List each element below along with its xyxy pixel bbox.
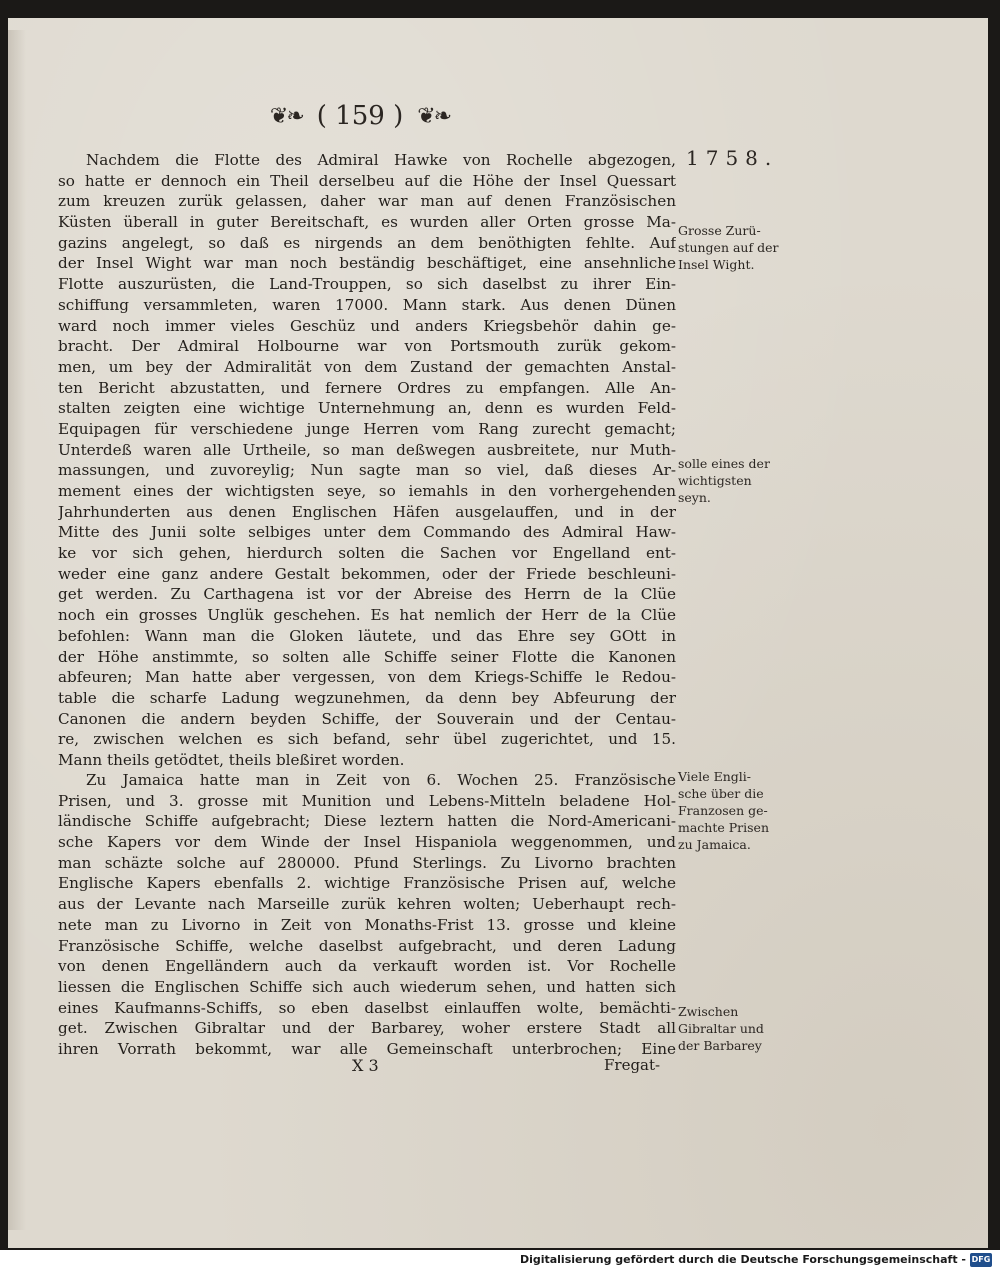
text-line: der Insel Wight war man noch beständig beschäftiget, eine ansehnliche	[58, 254, 676, 273]
margin-note-2	[678, 455, 788, 506]
text-line: mement eines der wichtigsten seye, so iemahls in den vorhergehenden	[58, 482, 676, 500]
text-line: Zu Jamaica hatte man in Zeit von 6. Wochen 25. Französische	[86, 771, 676, 789]
margin-note-line: machte Prisen	[678, 820, 769, 835]
page-number: ( 159 )	[316, 101, 404, 131]
margin-note-1	[678, 222, 788, 273]
margin-note-line: wichtigsten	[678, 473, 752, 488]
margin-note-line: Viele Engli-	[678, 769, 751, 784]
margin-note-line: der Barbarey	[678, 1038, 762, 1053]
text-line: abfeuren; Man hatte aber vergessen, von dem Kriegs-Schiffe le Redou-	[58, 668, 676, 687]
text-line: zum kreuzen zurük gelassen, daher war man auf denen Französischen	[58, 192, 676, 211]
margin-note-line: sche über die	[678, 786, 764, 801]
text-line: Equipagen für verschiedene junge Herren vom Rang zurecht gemacht;	[58, 419, 676, 438]
margin-note-line: solle eines der	[678, 456, 770, 471]
text-line: nete man zu Livorno in Zeit von Monaths-Frist 13. grosse und kleine	[58, 915, 676, 934]
dfg-logo-icon: DFG	[970, 1253, 992, 1267]
margin-note-3	[678, 768, 788, 853]
margin-note-line: zu Jamaica.	[678, 837, 751, 852]
margin-note-line: stungen auf der	[678, 240, 779, 255]
text-line: re, zwischen welchen es sich befand, sehr übel zugerichtet, und 15.	[58, 730, 676, 749]
text-line: Mitte des Junii solte selbiges unter dem Commando des Admiral Haw-	[58, 523, 676, 542]
margin-note-line: Grosse Zurü-	[678, 223, 761, 238]
text-line: Jahrhunderten aus denen Englischen Häfen ausgelauffen, und in der	[58, 502, 676, 521]
text-line: ward noch immer vieles Geschüz und anders Kriegsbehör dahin ge-	[58, 316, 676, 335]
text-line: massungen, und zuvoreylig; Nun sagte man so viel, daß dieses Ar-	[58, 461, 676, 480]
text-line: men, um bey der Admiralität von dem Zustand der gemachten Anstal-	[58, 357, 676, 376]
text-line: Nachdem die Flotte des Admiral Hawke von Rochelle abgezogen,	[86, 151, 676, 169]
text-line: ihren Vorrath bekommt, war alle Gemeinschaft unterbrochen; Eine	[58, 1039, 676, 1058]
text-line: Prisen, und 3. grosse mit Munition und Lebens-Mitteln beladene Hol-	[58, 791, 676, 810]
text-line: sche Kapers vor dem Winde der Insel Hispaniola weggenommen, und	[58, 833, 676, 852]
text-line: stalten zeigten eine wichtige Unternehmung an, denn es wurden Feld-	[58, 399, 676, 418]
text-line: der Höhe anstimmte, so solten alle Schiffe seiner Flotte die Kanonen	[58, 647, 676, 666]
margin-year: 1758.	[686, 146, 779, 170]
signature-mark: X 3	[352, 1056, 379, 1075]
paragraph-1	[58, 150, 676, 771]
margin-note-line: seyn.	[678, 490, 711, 505]
text-line: ländische Schiffe aufgebracht; Diese leztern hatten die Nord-Americani-	[58, 812, 676, 831]
text-line: Küsten überall in guter Bereitschaft, es wurden aller Orten grosse Ma-	[58, 213, 676, 232]
ornament-left-icon: ❦❧	[269, 103, 303, 129]
text-line: gazins angelegt, so daß es nirgends an dem benöthigten fehlte. Auf	[58, 233, 676, 252]
margin-note-line: Franzosen ge-	[678, 803, 768, 818]
margin-note-line: Zwischen	[678, 1004, 739, 1019]
text-line: get werden. Zu Carthagena ist vor der Abreise des Herrn de la Clüe	[58, 585, 676, 604]
text-line: Englische Kapers ebenfalls 2. wichtige Französische Prisen auf, welche	[58, 874, 676, 893]
text-line: Flotte auszurüsten, die Land-Trouppen, so sich daselbst zu ihrer Ein-	[58, 275, 676, 294]
footer-bar	[0, 1250, 1000, 1271]
text-line: aus der Levante nach Marseille zurük kehren wolten; Ueberhaupt rech-	[58, 895, 676, 914]
text-line: Unterdeß waren alle Urtheile, so man deßwegen ausbreitete, nur Muth-	[58, 440, 676, 459]
text-line: noch ein grosses Unglük geschehen. Es hat nemlich der Herr de la Clüe	[58, 606, 676, 625]
text-line: table die scharfe Ladung wegzunehmen, da denn bey Abfeurung der	[58, 688, 676, 707]
text-line: von denen Engelländern auch da verkauft worden ist. Vor Rochelle	[58, 957, 676, 976]
ornament-right-icon: ❦❧	[417, 103, 451, 129]
catchword: Fregat-	[604, 1056, 661, 1074]
margin-note-line: Insel Wight.	[678, 257, 755, 272]
text-line: schiffung versammleten, waren 17000. Mann stark. Aus denen Dünen	[58, 295, 676, 314]
text-line: Französische Schiffe, welche daselbst aufgebracht, und deren Ladung	[58, 936, 676, 955]
text-line: man schäzte solche auf 280000. Pfund Sterlings. Zu Livorno brachten	[58, 853, 676, 872]
text-line: bracht. Der Admiral Holbourne war von Portsmouth zurük gekom-	[58, 337, 676, 356]
text-line: ke vor sich gehen, hierdurch solten die Sachen vor Engelland ent-	[58, 544, 676, 563]
text-line: ten Bericht abzustatten, und fernere Ordres zu empfangen. Alle An-	[58, 378, 676, 397]
text-line: liessen die Englischen Schiffe sich auch wiederum sehen, und hatten sich	[58, 977, 676, 996]
text-line: weder eine ganz andere Gestalt bekommen, oder der Friede beschleuni-	[58, 564, 676, 583]
margin-note-4	[678, 1003, 788, 1054]
funding-credit: Digitalisierung gefördert durch die Deutsche Forschungsgemeinschaft -	[519, 1253, 966, 1266]
text-line: so hatte er dennoch ein Theil derselbeu auf die Höhe der Insel Quessart	[58, 171, 676, 190]
text-line: befohlen: Wann man die Gloken läutete, und das Ehre sey GOtt in	[58, 626, 676, 645]
margin-note-line: Gibraltar und	[678, 1021, 764, 1036]
text-line: eines Kaufmanns-Schiffs, so eben daselbst einlauffen wolte, bemächti-	[58, 998, 676, 1017]
paragraph-2	[58, 770, 676, 1060]
text-line: get. Zwischen Gibraltar und der Barbarey, woher erstere Stadt all	[58, 1019, 676, 1038]
page-header	[240, 96, 480, 136]
text-line: Canonen die andern beyden Schiffe, der Souverain und der Centau-	[58, 709, 676, 728]
page-gutter-shadow	[8, 30, 26, 1230]
text-line: Mann theils getödtet, theils bleßiret worden.	[58, 750, 405, 769]
